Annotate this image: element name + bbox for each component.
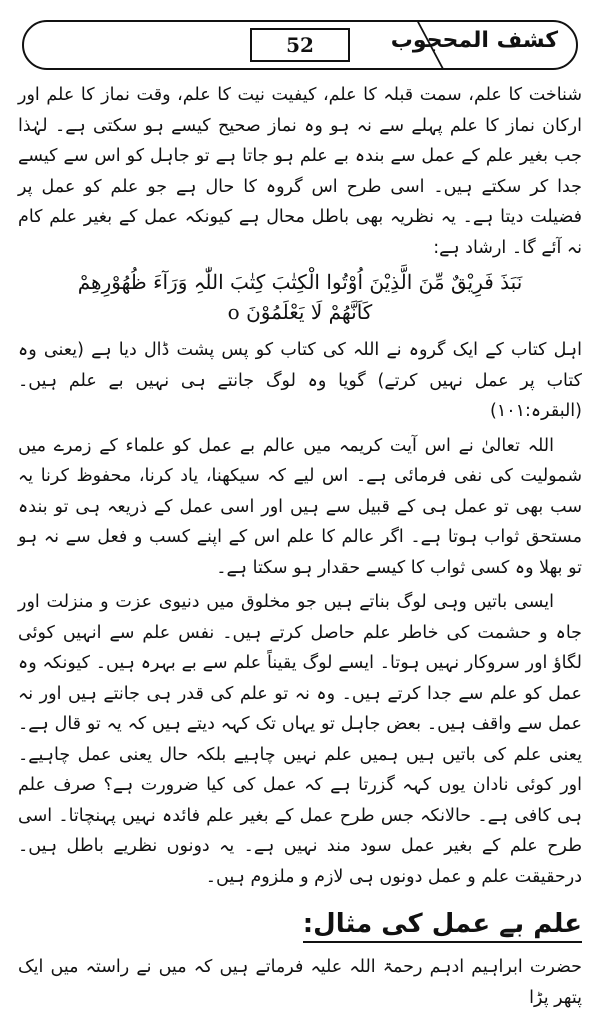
book-title: کشف المحجوب xyxy=(390,28,558,53)
quran-verse-line-1: نَبَذَ فَرِیْقٌ مِّنَ الَّذِیْنَ اُوْتُوا الْکِتٰبَ کِتٰبَ اللّٰہِ وَرَآءَ ظُھُوْرِھِمْ xyxy=(77,270,523,294)
section-heading xyxy=(18,906,582,942)
quran-verse xyxy=(58,267,542,327)
quran-verse-line-2: کَاَنَّھُمْ لَا یَعْلَمُوْنَ o xyxy=(227,300,373,324)
paragraph-4: ایسی باتیں وہی لوگ بناتے ہیں جو مخلوق میں دنیوی عزت و منزلت اور جاہ و حشمت کی خاطر علم حاصل کرتے ہیں۔ نفس علم سے انہیں کوئی لگاؤ اور سروکار نہیں ہوتا۔ ایسے لوگ یقیناً علم سے بے بہرہ ہیں۔ کیونکہ وہ عمل کو علم سے جدا کرتے ہیں۔ وہ نہ تو علم کی قدر ہی جانتے ہیں اور نہ عمل سے واقف ہیں۔ بعض جاہل تو یہاں تک کہہ دیتے ہیں کہ یہ تو قال ہے۔ یعنی علم کی باتیں ہیں ہمیں علم نہیں چاہیے بلکہ حال یعنی عمل چاہیے۔ اور کوئی نادان یوں کہہ گزرتا ہے کہ عمل کی کیا ضرورت ہے؟ صرف علم ہی کافی ہے۔ حالانکہ جس طرح عمل کے بغیر علم فائدہ نہیں پہنچاتا۔ اسی طرح علم کے بغیر عمل سود مند نہیں ہے۔ یہ دونوں نظریے باطل ہیں۔ درحقیقت علم و عمل دونوں ہی لازم و ملزوم ہیں۔ xyxy=(18,592,582,887)
page-body xyxy=(18,80,582,1017)
page-header xyxy=(22,20,578,70)
paragraph-3: اللہ تعالیٰ نے اس آیت کریمہ میں عالم بے عمل کو علماء کے زمرے میں شمولیت کی نفی فرمائی ہے۔ اس لیے کہ سیکھنا، یاد کرنا، محفوظ کرنا یہ سب بھی تو عمل ہی کے قبیل سے ہیں اور اسی عمل کے ذریعہ ہی تو بندہ مستحق ثواب ہوتا ہے۔ اگر عالم کا علم اس کے اپنے کسب و فعل سے نہ ہو تو بھلا وہ کسی ثواب کا کیسے حقدار ہو سکتا ہے۔ xyxy=(18,435,582,578)
paragraph-5: حضرت ابراہیم ادہم رحمۃ اللہ علیہ فرماتے ہیں کہ میں نے راستہ میں ایک پتھر پڑا xyxy=(18,957,582,1008)
section-heading-text: علم بے عمل کی مثال: xyxy=(303,909,582,943)
paragraph-2: اہل کتاب کے ایک گروہ نے اللہ کی کتاب کو پس پشت ڈال دیا ہے (یعنی وہ کتاب پر عمل نہیں کرتے) گویا وہ لوگ جانتے ہی نہیں بے علم ہیں۔ (البقرہ:۱۰۱) xyxy=(18,340,582,421)
paragraph-1: شناخت کا علم، سمت قبلہ کا علم، کیفیت نیت کا علم، وقت نماز کا علم اور ارکان نماز کا علم پہلے سے نہ ہو وہ نماز صحیح کیسے ہو سکتی ہے۔ لہٰذا جب بغیر علم کے عمل سے بندہ بے علم ہو جاتا ہے تو جاہل کو اس سے کیسے جدا کر سکتے ہیں۔ اسی طرح اس گروہ کا حال ہے جو علم کو عمل پر فضیلت دیتا ہے۔ یہ نظریہ بھی باطل محال ہے کیونکہ عمل کے بغیر علم کام نہ آئے گا۔ ارشاد ہے: xyxy=(18,85,582,258)
page-number: 52 xyxy=(250,28,350,62)
